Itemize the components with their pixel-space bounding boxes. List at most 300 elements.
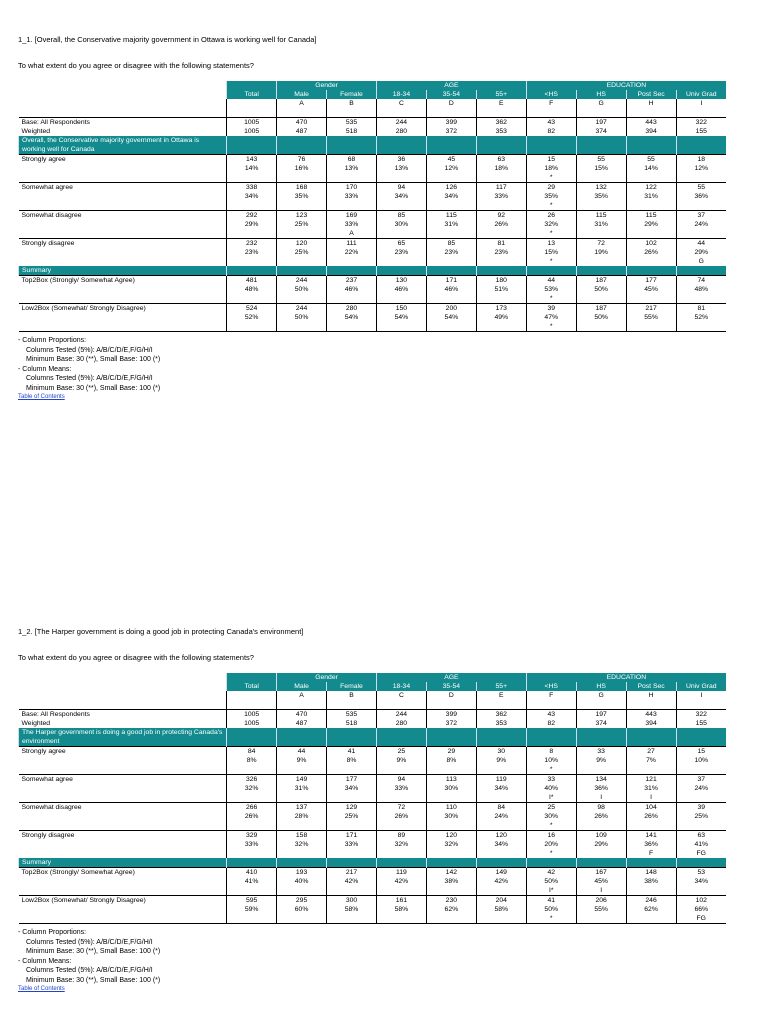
summary-cell bbox=[526, 266, 576, 276]
statement-row bbox=[19, 728, 727, 747]
weighted-row bbox=[19, 127, 727, 136]
base-label: Base: All Respondents bbox=[19, 118, 227, 128]
count-cell: 13 bbox=[526, 239, 576, 249]
weighted-cell: 372 bbox=[426, 719, 476, 728]
significance-cell bbox=[277, 257, 327, 266]
group-header-gender: Gender bbox=[277, 81, 377, 90]
percent-row bbox=[19, 248, 727, 257]
column-header-cell: Male bbox=[277, 90, 327, 99]
base-cell: 197 bbox=[576, 118, 626, 128]
summary-cell bbox=[476, 858, 526, 868]
percent-row bbox=[19, 285, 727, 294]
count-cell: 18 bbox=[676, 155, 726, 165]
count-cell: 173 bbox=[476, 304, 526, 314]
percent-cell: 50% bbox=[526, 905, 576, 914]
data-row bbox=[19, 183, 727, 193]
percent-cell: 50% bbox=[576, 285, 626, 294]
significance-cell bbox=[426, 257, 476, 266]
base-label: Base: All Respondents bbox=[19, 710, 227, 720]
count-cell: 169 bbox=[327, 211, 377, 221]
percent-cell: 45% bbox=[576, 877, 626, 886]
count-cell: 92 bbox=[476, 211, 526, 221]
significance-cell bbox=[626, 294, 676, 304]
column-letter-row bbox=[19, 691, 727, 700]
percent-cell: 60% bbox=[277, 905, 327, 914]
count-cell: 30 bbox=[476, 747, 526, 757]
percent-cell: 16% bbox=[277, 164, 327, 173]
significance-cell: A bbox=[327, 229, 377, 239]
column-letter-cell: E bbox=[476, 99, 526, 108]
percent-cell: 36% bbox=[626, 840, 676, 849]
percent-cell: 48% bbox=[676, 285, 726, 294]
base-cell: 535 bbox=[327, 710, 377, 720]
percent-cell: 26% bbox=[626, 248, 676, 257]
significance-cell bbox=[626, 821, 676, 831]
count-cell: 217 bbox=[327, 868, 377, 878]
percent-cell: 26% bbox=[626, 812, 676, 821]
percent-cell: 38% bbox=[626, 877, 676, 886]
count-cell: 68 bbox=[327, 155, 377, 165]
percent-row bbox=[19, 877, 727, 886]
significance-cell bbox=[576, 322, 626, 332]
count-cell: 115 bbox=[626, 211, 676, 221]
summary-cell bbox=[376, 266, 426, 276]
base-cell: 322 bbox=[676, 710, 726, 720]
statement-cell bbox=[576, 136, 626, 155]
significance-cell bbox=[476, 765, 526, 775]
percent-cell: 29% bbox=[227, 220, 277, 229]
percent-cell: 32% bbox=[526, 220, 576, 229]
crosstab-table bbox=[18, 81, 726, 332]
significance-cell: * bbox=[526, 765, 576, 775]
spacer-cell bbox=[476, 108, 526, 118]
count-cell: 595 bbox=[227, 896, 277, 906]
count-cell: 42 bbox=[526, 868, 576, 878]
significance-cell bbox=[376, 793, 426, 803]
percent-row bbox=[19, 756, 727, 765]
percent-cell: 26% bbox=[576, 812, 626, 821]
significance-cell bbox=[576, 257, 626, 266]
row-label-blank bbox=[19, 164, 227, 173]
significance-cell bbox=[576, 914, 626, 924]
column-letter-cell: H bbox=[626, 691, 676, 700]
percent-cell: 25% bbox=[277, 220, 327, 229]
column-header-cell: Male bbox=[277, 682, 327, 691]
percent-cell: 50% bbox=[277, 313, 327, 322]
count-cell: 39 bbox=[676, 803, 726, 813]
percent-cell: 55% bbox=[576, 905, 626, 914]
count-cell: 130 bbox=[376, 276, 426, 286]
significance-cell bbox=[626, 914, 676, 924]
weighted-cell: 155 bbox=[676, 719, 726, 728]
column-letter-cell: I bbox=[676, 99, 726, 108]
significance-cell bbox=[376, 294, 426, 304]
base-cell: 1005 bbox=[227, 710, 277, 720]
weighted-cell: 1005 bbox=[227, 127, 277, 136]
significance-cell bbox=[277, 765, 327, 775]
significance-cell bbox=[277, 793, 327, 803]
row-label-blank bbox=[19, 886, 227, 896]
percent-cell: 18% bbox=[526, 164, 576, 173]
significance-row bbox=[19, 201, 727, 211]
spacer-cell bbox=[526, 108, 576, 118]
weighted-row bbox=[19, 719, 727, 728]
column-letter-cell: E bbox=[476, 691, 526, 700]
column-header-row bbox=[19, 90, 727, 99]
percent-cell: 33% bbox=[327, 220, 377, 229]
weighted-cell: 280 bbox=[376, 719, 426, 728]
percent-row bbox=[19, 812, 727, 821]
percent-cell: 24% bbox=[676, 784, 726, 793]
percent-cell: 48% bbox=[227, 285, 277, 294]
significance-cell bbox=[576, 849, 626, 858]
count-cell: 200 bbox=[426, 304, 476, 314]
count-cell: 55 bbox=[626, 155, 676, 165]
count-cell: 120 bbox=[476, 831, 526, 841]
significance-cell bbox=[676, 821, 726, 831]
count-cell: 244 bbox=[277, 276, 327, 286]
percent-cell: 45% bbox=[626, 285, 676, 294]
data-row bbox=[19, 304, 727, 314]
crosstab-section-1 bbox=[18, 34, 726, 403]
percent-cell: 25% bbox=[277, 248, 327, 257]
percent-cell: 33% bbox=[327, 192, 377, 201]
footnote-line: - Column Proportions: bbox=[18, 337, 87, 344]
data-row bbox=[19, 803, 727, 813]
significance-cell: FG bbox=[676, 914, 726, 924]
group-header-age: AGE bbox=[376, 673, 526, 682]
table-of-contents-link[interactable]: Table of Contents bbox=[18, 394, 65, 400]
count-cell: 326 bbox=[227, 775, 277, 785]
column-letter-cell: B bbox=[327, 99, 377, 108]
column-header-cell: Post Sec bbox=[626, 682, 676, 691]
summary-cell bbox=[526, 858, 576, 868]
percent-cell: 32% bbox=[227, 784, 277, 793]
significance-cell bbox=[676, 229, 726, 239]
percent-cell: 50% bbox=[277, 285, 327, 294]
count-cell: 187 bbox=[576, 304, 626, 314]
statement-label: Overall, the Conservative majority government in Ottawa is working well for Canada bbox=[19, 136, 227, 155]
count-cell: 63 bbox=[476, 155, 526, 165]
summary-cell bbox=[376, 858, 426, 868]
percent-cell: 31% bbox=[626, 192, 676, 201]
percent-cell: 26% bbox=[227, 812, 277, 821]
significance-row bbox=[19, 849, 727, 858]
header-blank bbox=[19, 90, 227, 99]
column-letter-cell: C bbox=[376, 691, 426, 700]
column-letter-cell: F bbox=[526, 691, 576, 700]
count-cell: 15 bbox=[676, 747, 726, 757]
count-cell: 300 bbox=[327, 896, 377, 906]
significance-cell bbox=[426, 294, 476, 304]
count-cell: 15 bbox=[526, 155, 576, 165]
significance-cell bbox=[676, 793, 726, 803]
significance-row bbox=[19, 173, 727, 183]
spacer-row bbox=[19, 700, 727, 710]
column-header-cell: 35-54 bbox=[426, 682, 476, 691]
percent-cell: 29% bbox=[626, 220, 676, 229]
significance-cell bbox=[227, 914, 277, 924]
weighted-cell: 372 bbox=[426, 127, 476, 136]
significance-cell bbox=[676, 173, 726, 183]
footnote-line: Minimum Base: 30 (**), Small Base: 100 (*) bbox=[26, 976, 161, 984]
percent-cell: 29% bbox=[676, 248, 726, 257]
percent-cell: 54% bbox=[426, 313, 476, 322]
group-header-row bbox=[19, 673, 727, 682]
count-cell: 39 bbox=[526, 304, 576, 314]
significance-cell bbox=[376, 257, 426, 266]
row-label: Strongly disagree bbox=[19, 831, 227, 841]
significance-cell: I bbox=[626, 793, 676, 803]
percent-cell: 36% bbox=[576, 784, 626, 793]
weighted-cell: 82 bbox=[526, 719, 576, 728]
summary-cell bbox=[327, 858, 377, 868]
spacer-cell bbox=[227, 700, 277, 710]
percent-cell: 32% bbox=[277, 840, 327, 849]
percent-cell: 31% bbox=[576, 220, 626, 229]
spacer-cell bbox=[576, 108, 626, 118]
table-title: 1_1. [Overall, the Conservative majority government in Ottawa is working well for Canada] bbox=[18, 35, 317, 44]
percent-cell: 58% bbox=[327, 905, 377, 914]
count-cell: 41 bbox=[327, 747, 377, 757]
spacer-label bbox=[19, 700, 227, 710]
count-cell: 126 bbox=[426, 183, 476, 193]
letter-label bbox=[19, 99, 227, 108]
significance-cell bbox=[227, 201, 277, 211]
summary-cell bbox=[676, 858, 726, 868]
count-cell: 94 bbox=[376, 775, 426, 785]
row-label: Top2Box (Strongly/ Somewhat Agree) bbox=[19, 868, 227, 878]
spacer-cell bbox=[526, 700, 576, 710]
summary-cell bbox=[426, 266, 476, 276]
count-cell: 230 bbox=[426, 896, 476, 906]
percent-cell: 66% bbox=[676, 905, 726, 914]
group-header-education: EDUCATION bbox=[526, 673, 726, 682]
summary-cell bbox=[277, 858, 327, 868]
count-cell: 74 bbox=[676, 276, 726, 286]
data-row bbox=[19, 831, 727, 841]
column-header-cell: <HS bbox=[526, 90, 576, 99]
base-cell: 362 bbox=[476, 710, 526, 720]
column-header-cell: Total bbox=[227, 682, 277, 691]
count-cell: 55 bbox=[576, 155, 626, 165]
weighted-label: Weighted bbox=[21, 720, 51, 727]
table-of-contents-link[interactable]: Table of Contents bbox=[18, 986, 65, 992]
count-cell: 206 bbox=[576, 896, 626, 906]
percent-cell: 28% bbox=[277, 812, 327, 821]
count-cell: 161 bbox=[376, 896, 426, 906]
weighted-cell: 280 bbox=[376, 127, 426, 136]
summary-cell bbox=[327, 266, 377, 276]
group-header-education: EDUCATION bbox=[526, 81, 726, 90]
column-header-cell: Univ Grad bbox=[676, 90, 726, 99]
weighted-label: Weighted bbox=[21, 128, 51, 135]
percent-cell: 34% bbox=[476, 840, 526, 849]
spacer-label bbox=[19, 108, 227, 118]
percent-cell: 35% bbox=[576, 192, 626, 201]
significance-cell bbox=[626, 765, 676, 775]
count-cell: 266 bbox=[227, 803, 277, 813]
count-cell: 44 bbox=[277, 747, 327, 757]
significance-cell bbox=[327, 201, 377, 211]
count-cell: 72 bbox=[576, 239, 626, 249]
count-cell: 122 bbox=[626, 183, 676, 193]
significance-cell bbox=[277, 322, 327, 332]
count-cell: 193 bbox=[277, 868, 327, 878]
spacer-cell bbox=[676, 108, 726, 118]
header-blank bbox=[19, 673, 227, 682]
count-cell: 117 bbox=[476, 183, 526, 193]
significance-cell bbox=[676, 201, 726, 211]
count-cell: 53 bbox=[676, 868, 726, 878]
percent-row bbox=[19, 905, 727, 914]
header-blank-total bbox=[227, 81, 277, 90]
row-label-blank bbox=[19, 220, 227, 229]
count-cell: 132 bbox=[576, 183, 626, 193]
significance-cell bbox=[277, 294, 327, 304]
percent-cell: 55% bbox=[626, 313, 676, 322]
weighted-cell: 374 bbox=[576, 127, 626, 136]
column-letter-cell bbox=[227, 99, 277, 108]
percent-cell: 10% bbox=[526, 756, 576, 765]
summary-cell bbox=[676, 266, 726, 276]
percent-cell: 20% bbox=[526, 840, 576, 849]
group-header-age: AGE bbox=[376, 81, 526, 90]
row-label-blank bbox=[19, 793, 227, 803]
percent-cell: 30% bbox=[526, 812, 576, 821]
count-cell: 149 bbox=[476, 868, 526, 878]
percent-cell: 34% bbox=[376, 192, 426, 201]
footnote-line: Minimum Base: 30 (**), Small Base: 100 (*) bbox=[26, 384, 161, 392]
significance-cell bbox=[227, 765, 277, 775]
significance-cell: I* bbox=[526, 886, 576, 896]
significance-row bbox=[19, 886, 727, 896]
data-row bbox=[19, 276, 727, 286]
count-cell: 171 bbox=[426, 276, 476, 286]
count-cell: 85 bbox=[426, 239, 476, 249]
row-label-blank bbox=[19, 248, 227, 257]
percent-cell: 46% bbox=[376, 285, 426, 294]
statement-cell bbox=[626, 728, 676, 747]
significance-cell bbox=[376, 849, 426, 858]
count-cell: 41 bbox=[526, 896, 576, 906]
significance-cell bbox=[476, 294, 526, 304]
percent-cell: 33% bbox=[327, 840, 377, 849]
count-cell: 148 bbox=[626, 868, 676, 878]
significance-row bbox=[19, 914, 727, 924]
percent-cell: 41% bbox=[227, 877, 277, 886]
count-cell: 25 bbox=[526, 803, 576, 813]
statement-cell bbox=[327, 728, 377, 747]
percent-cell: 13% bbox=[376, 164, 426, 173]
count-cell: 44 bbox=[526, 276, 576, 286]
count-cell: 338 bbox=[227, 183, 277, 193]
percent-cell: 49% bbox=[476, 313, 526, 322]
percent-cell: 22% bbox=[327, 248, 377, 257]
percent-cell: 42% bbox=[327, 877, 377, 886]
row-label-blank bbox=[19, 201, 227, 211]
significance-cell: * bbox=[526, 322, 576, 332]
percent-cell: 34% bbox=[676, 877, 726, 886]
count-cell: 55 bbox=[676, 183, 726, 193]
significance-cell bbox=[476, 793, 526, 803]
significance-cell bbox=[476, 886, 526, 896]
row-label-blank bbox=[19, 173, 227, 183]
base-cell: 244 bbox=[376, 710, 426, 720]
percent-cell: 13% bbox=[327, 164, 377, 173]
count-cell: 246 bbox=[626, 896, 676, 906]
count-cell: 123 bbox=[277, 211, 327, 221]
significance-cell bbox=[626, 257, 676, 266]
significance-cell bbox=[227, 793, 277, 803]
percent-cell: 33% bbox=[476, 192, 526, 201]
percent-cell: 52% bbox=[676, 313, 726, 322]
data-row bbox=[19, 211, 727, 221]
count-cell: 150 bbox=[376, 304, 426, 314]
significance-cell: * bbox=[526, 294, 576, 304]
count-cell: 149 bbox=[277, 775, 327, 785]
significance-cell bbox=[376, 765, 426, 775]
count-cell: 33 bbox=[526, 775, 576, 785]
count-cell: 119 bbox=[476, 775, 526, 785]
summary-cell bbox=[476, 266, 526, 276]
row-label: Somewhat agree bbox=[19, 775, 227, 785]
percent-row bbox=[19, 313, 727, 322]
percent-cell: 50% bbox=[576, 313, 626, 322]
percent-cell: 33% bbox=[376, 784, 426, 793]
count-cell: 244 bbox=[277, 304, 327, 314]
significance-cell bbox=[576, 201, 626, 211]
percent-cell: 58% bbox=[476, 905, 526, 914]
header-blank-total bbox=[227, 673, 277, 682]
statement-cell bbox=[576, 728, 626, 747]
row-label-blank bbox=[19, 756, 227, 765]
percent-cell: 9% bbox=[376, 756, 426, 765]
significance-cell bbox=[227, 257, 277, 266]
percent-cell: 62% bbox=[626, 905, 676, 914]
significance-row bbox=[19, 229, 727, 239]
significance-cell bbox=[227, 886, 277, 896]
row-label: Strongly disagree bbox=[19, 239, 227, 249]
row-label: Strongly agree bbox=[19, 155, 227, 165]
percent-cell: 34% bbox=[227, 192, 277, 201]
row-label-blank bbox=[19, 905, 227, 914]
significance-row bbox=[19, 821, 727, 831]
significance-cell bbox=[576, 765, 626, 775]
count-cell: 129 bbox=[327, 803, 377, 813]
data-row bbox=[19, 239, 727, 249]
base-cell: 1005 bbox=[227, 118, 277, 128]
column-letter-cell: G bbox=[576, 99, 626, 108]
significance-cell bbox=[327, 294, 377, 304]
percent-cell: 32% bbox=[376, 840, 426, 849]
count-cell: 85 bbox=[376, 211, 426, 221]
count-cell: 217 bbox=[626, 304, 676, 314]
significance-cell bbox=[227, 322, 277, 332]
statement-cell bbox=[227, 136, 277, 155]
weighted-cell: 82 bbox=[526, 127, 576, 136]
count-cell: 524 bbox=[227, 304, 277, 314]
significance-cell bbox=[476, 322, 526, 332]
weighted-cell: 394 bbox=[626, 719, 676, 728]
count-cell: 37 bbox=[676, 775, 726, 785]
significance-cell bbox=[626, 322, 676, 332]
significance-row bbox=[19, 257, 727, 266]
row-label: Low2Box (Somewhat/ Strongly Disagree) bbox=[19, 896, 227, 906]
count-cell: 104 bbox=[626, 803, 676, 813]
percent-row bbox=[19, 220, 727, 229]
column-letter-cell: B bbox=[327, 691, 377, 700]
